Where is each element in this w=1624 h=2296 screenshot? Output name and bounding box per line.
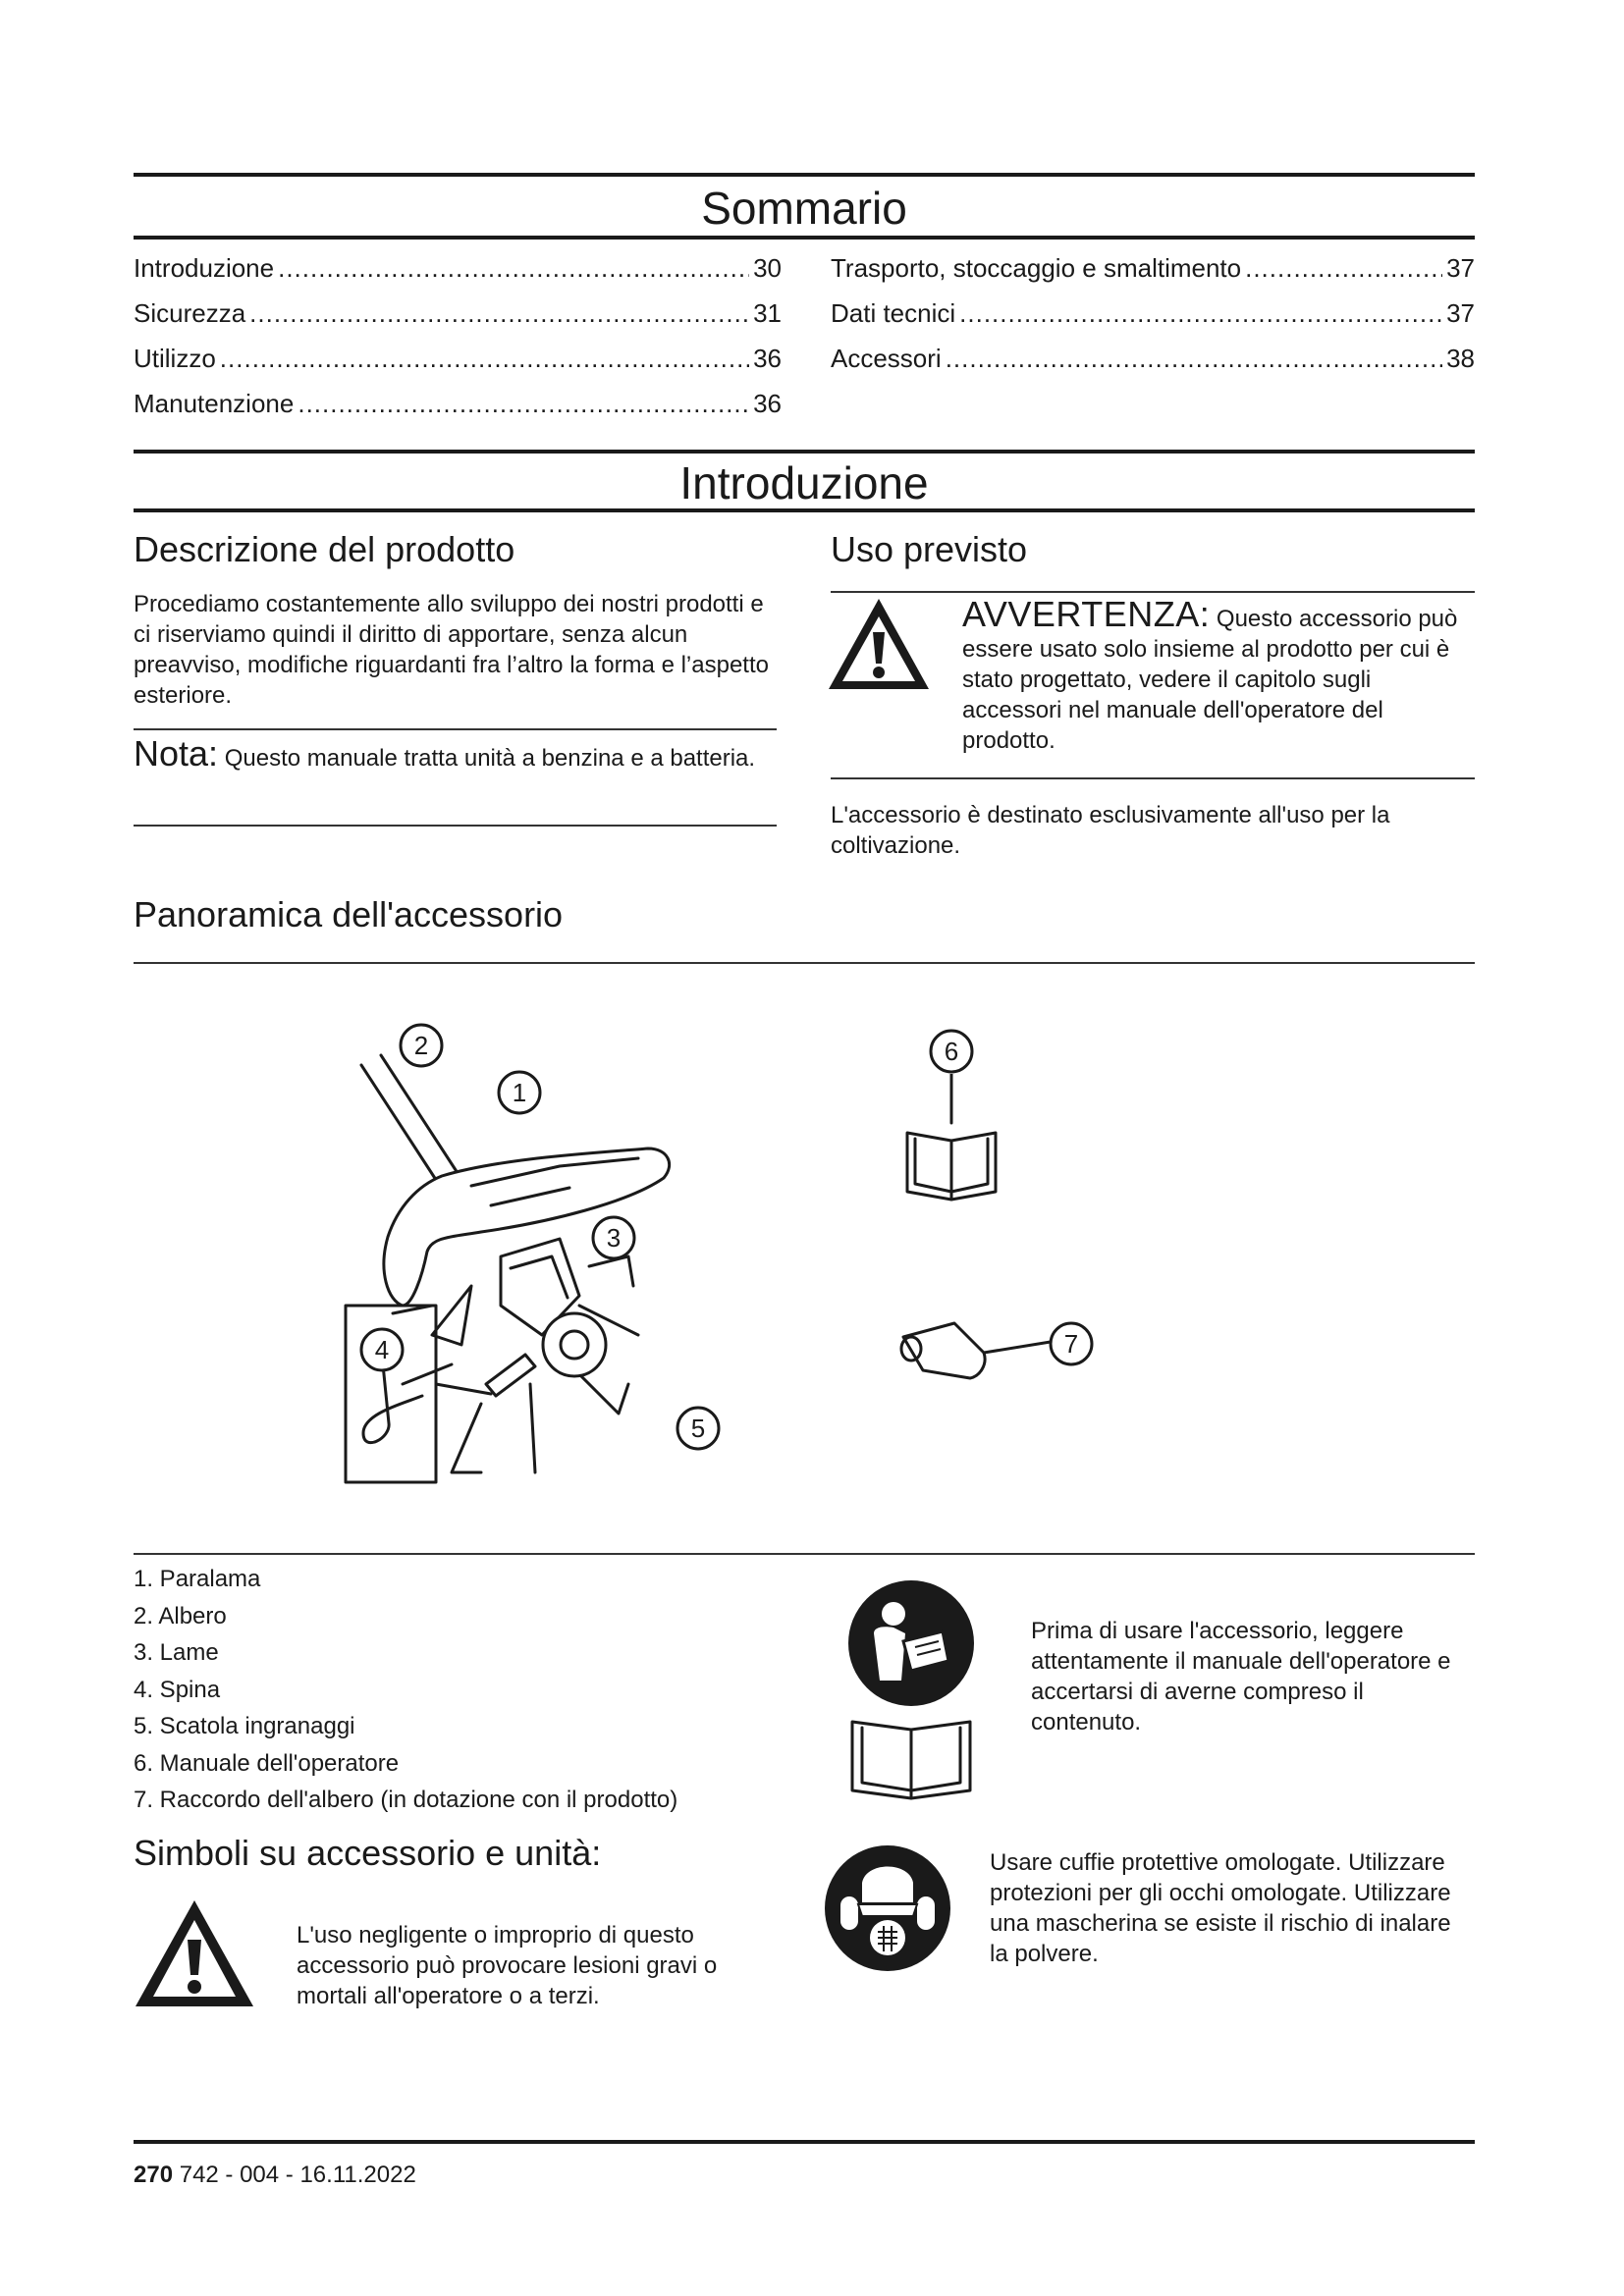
note-bottom-rule <box>134 825 777 827</box>
list-item: 3. Lame <box>134 1639 219 1666</box>
toc-title: Sommario <box>701 183 907 234</box>
list-item: 6. Manuale dell'operatore <box>134 1749 400 1777</box>
warning-symbol-icon <box>130 1895 259 2012</box>
svg-text:6: 6 <box>944 1037 959 1066</box>
callout-3 <box>589 1213 638 1262</box>
callout-6 <box>927 1027 976 1076</box>
footer-rule <box>134 2140 1475 2144</box>
footer-doc-number <box>134 2160 416 2190</box>
list-item: 1. Paralama <box>134 1566 261 1592</box>
protective-equipment-icon <box>823 1843 952 1973</box>
intro-title: Introduzione <box>679 457 929 508</box>
intro-title-rule <box>134 508 1475 512</box>
warning-block <box>962 594 1475 756</box>
callout-7 <box>1047 1319 1096 1368</box>
toc-entry-trasporto[interactable]: Trasporto, stoccaggio e smaltimento ..... 37 <box>831 253 1475 283</box>
symbols-heading: Simboli su accessorio e unità: <box>134 1833 602 1873</box>
warning-label: AVVERTENZA: <box>962 594 1211 634</box>
product-description-heading: Descrizione del prodotto <box>134 529 515 569</box>
svg-text:2: 2 <box>413 1031 429 1060</box>
operator-manual-icon <box>901 1074 1003 1207</box>
svg-text:4: 4 <box>374 1335 390 1364</box>
warning-triangle-icon <box>823 593 935 695</box>
overview-top-rule <box>134 962 1475 964</box>
toc-entry-accessori[interactable]: Accessori ..... 38 <box>831 344 1475 373</box>
note-block <box>134 733 772 774</box>
toc-entry-dati-tecnici[interactable]: Dati tecnici ..... 37 <box>831 298 1475 328</box>
top-rule <box>134 173 1475 177</box>
svg-text:1: 1 <box>512 1078 527 1107</box>
list-item: 7. Raccordo dell'albero (in dotazione con il prodotto) <box>134 1787 678 1813</box>
svg-text:7: 7 <box>1063 1329 1079 1359</box>
intro-top-rule <box>134 450 1475 454</box>
footer-doc-rest: 742 - 004 - 16.11.2022 <box>173 2162 416 2188</box>
callout-4 <box>357 1325 406 1374</box>
svg-text:3: 3 <box>606 1223 622 1253</box>
warning-symbol-text: L'uso negligente o improprio di questo accessorio può provocare lesioni gravi o mortali all'operatore o a terzi. <box>297 1922 718 2009</box>
svg-text:5: 5 <box>690 1414 706 1443</box>
read-manual-text: Prima di usare l'accessorio, leggere attentamente il manuale dell'operatore e accertarsi di averne compreso il contenuto. <box>1031 1618 1451 1735</box>
toc-entry-introduzione[interactable]: Introduzione ..... 30 <box>134 253 782 283</box>
callout-5 <box>674 1404 723 1453</box>
list-item: 5. Scatola ingranaggi <box>134 1713 355 1739</box>
toc-title-rule <box>134 236 1475 240</box>
overview-item-list <box>134 1561 677 1819</box>
overview-bottom-rule <box>134 1553 1475 1555</box>
callout-1 <box>495 1068 544 1117</box>
toc-entry-sicurezza[interactable]: Sicurezza ..... 31 <box>134 298 782 328</box>
note-label: Nota: <box>134 733 219 774</box>
toc-entry-utilizzo[interactable]: Utilizzo ..... 36 <box>134 344 782 373</box>
footer-doc-prefix: 270 <box>134 2162 174 2188</box>
intended-use-heading: Uso previsto <box>831 529 1028 569</box>
intended-use-text: L'accessorio è destinato esclusivamente all'uso per la coltivazione. <box>831 802 1390 859</box>
note-top-rule <box>134 728 777 730</box>
open-book-icon <box>846 1712 976 1802</box>
overview-heading: Panoramica dell'accessorio <box>134 894 564 934</box>
toc-entry-manutenzione[interactable]: Manutenzione ..... 36 <box>134 389 782 418</box>
read-manual-icon <box>846 1578 976 1708</box>
warning-bottom-rule <box>831 777 1475 779</box>
protective-equipment-text: Usare cuffie protettive omologate. Utilizzare protezioni per gli occhi omologate. Utilizzare una mascherina se esiste il rischio di inalare la polvere. <box>990 1849 1451 1967</box>
list-item: 2. Albero <box>134 1602 227 1629</box>
note-text: Questo manuale tratta unità a benzina e a batteria. <box>224 745 756 772</box>
warning-text: Questo accessorio può essere usato solo insieme al prodotto per cui è stato progettato, vedere il capitolo sugli accessori nel manuale dell'operatore del prodotto. <box>962 606 1458 754</box>
list-item: 4. Spina <box>134 1676 221 1703</box>
callout-2 <box>397 1021 446 1070</box>
shaft-coupling-illustration <box>890 1315 1066 1404</box>
product-description-text: Procediamo costantemente allo sviluppo dei nostri prodotti e ci riserviamo quindi il diritto di apportare, senza alcun preavviso, modifiche riguardanti fra l’altro la forma e l’aspetto esteriore. <box>134 591 769 709</box>
